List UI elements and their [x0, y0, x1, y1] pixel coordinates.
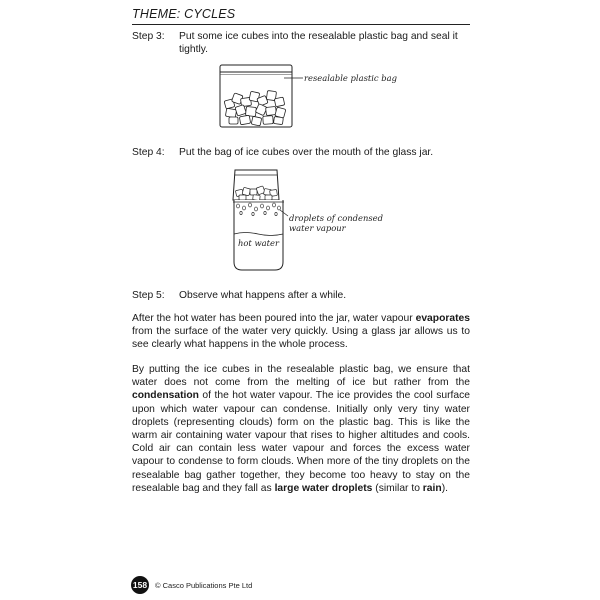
term-large-water-droplets: large water droplets — [274, 482, 373, 494]
page-footer — [131, 576, 252, 594]
paragraph-evaporation: After the hot water has been poured into the jar, water vapour evaporates from the surface of the water very quickly. Using a glass jar allows us to see clearly what happens in the whole process. — [132, 313, 470, 351]
droplets-label-line-1: droplets of condensed — [289, 213, 383, 223]
step-4-number: Step 4: — [132, 147, 165, 158]
step-5-number: Step 5: — [132, 290, 165, 301]
page-theme-heading: THEME: CYCLES — [132, 7, 236, 21]
resealable-bag-figure — [215, 62, 415, 132]
term-rain: rain — [422, 482, 442, 494]
droplets-label-line-2: water vapour — [289, 223, 346, 233]
paragraph-condensation: By putting the ice cubes in the resealable plastic bag, we ensure that water does not come from the melting of ice but rather from the condensation of the hot water vapour. The ice provides the cool surface upon which water vapour can condense. Initially only very tiny water droplets (representing clouds) form on the plastic bag. This is like the warm air containing water vapour that rises to higher altitudes and cools. Cold air can contain less water vapour and forces the excess water vapour to condense to form clouds. When more of the tiny droplets on the resealable bag gather together, they become too heavy to stay on the resealable bag and they fall as large water droplets (similar to rain). — [132, 364, 470, 494]
term-evaporates: evaporates — [415, 313, 470, 324]
glass-jar-figure — [225, 166, 405, 278]
term-condensation: condensation — [132, 390, 199, 402]
step-3-number: Step 3: — [132, 31, 165, 42]
step-3-text: Put some ice cubes into the resealable plastic bag and seal it tightly. — [179, 31, 458, 55]
copyright-notice: © Casco Publications Pte Ltd — [155, 580, 253, 590]
step-5-text: Observe what happens after a while. — [179, 290, 347, 301]
bag-label: resealable plastic bag — [304, 73, 397, 83]
step-4-text: Put the bag of ice cubes over the mouth of the glass jar. — [179, 147, 434, 158]
jar-label: hot water — [238, 238, 279, 248]
page-number-badge: 158 — [131, 576, 149, 594]
header-rule — [132, 24, 470, 25]
